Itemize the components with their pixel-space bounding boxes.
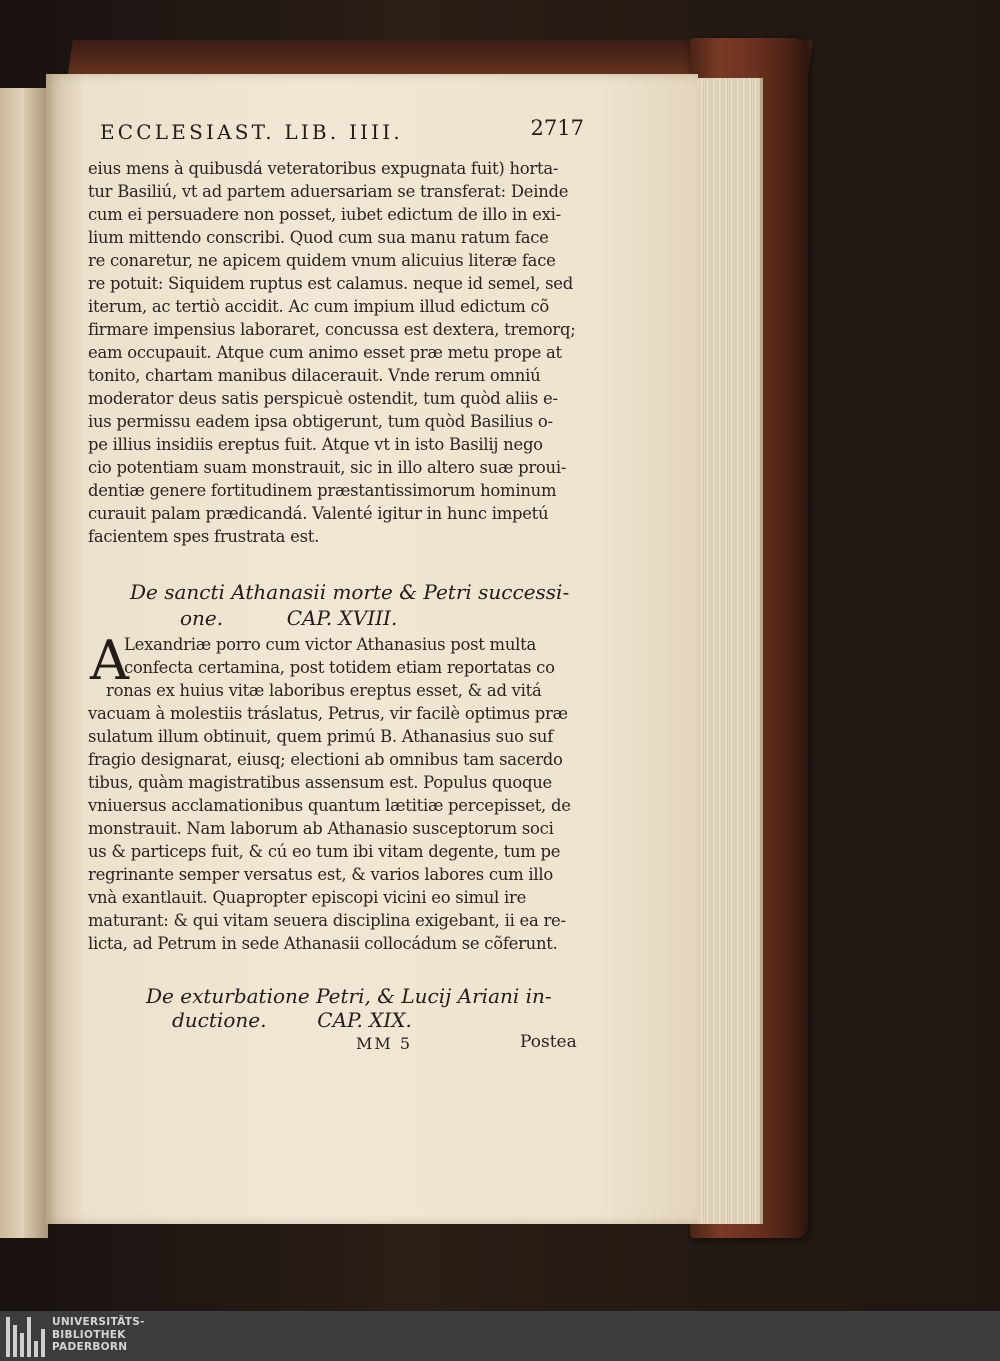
running-header bbox=[100, 116, 590, 144]
library-logo-text bbox=[52, 1316, 145, 1354]
text-line: re potuit: Siquidem ruptus est calamus. neque id semel, sed bbox=[88, 274, 573, 293]
text-line: eius mens à quibusdá veteratoribus expugnata fuit) horta- bbox=[88, 159, 559, 178]
chapter-heading-cont: one. CAP. XVIII. bbox=[180, 606, 398, 630]
running-title: ECCLESIAST. LIB. IIII. bbox=[100, 120, 403, 144]
text-line: vnà exantlauit. Quapropter episcopi vicini eo simul ire bbox=[88, 888, 527, 907]
chapter-heading: De sancti Athanasii morte & Petri successi- bbox=[130, 580, 570, 604]
library-footer bbox=[0, 1311, 1000, 1361]
page-number: 2717 bbox=[530, 116, 584, 140]
text-line: curauit palam prædicandá. Valenté igitur in hunc impetú bbox=[88, 504, 549, 523]
text-line: Lexandriæ porro cum victor Athanasius post multa bbox=[124, 635, 537, 654]
logo-line: UNIVERSITÄTS- bbox=[52, 1316, 145, 1328]
text-line: licta, ad Petrum in sede Athanasii collocádum se cõferunt. bbox=[88, 934, 558, 953]
text-line: cum ei persuadere non posset, iubet edictum de illo in exi- bbox=[88, 205, 561, 224]
text-line: tibus, quàm magistratibus assensum est. Populus quoque bbox=[88, 773, 552, 792]
signature-mark: MM 5 bbox=[356, 1034, 413, 1053]
catchword: Postea bbox=[520, 1032, 577, 1052]
text-line: iterum, ac tertiò accidit. Ac cum impium illud edictum cõ bbox=[88, 297, 550, 316]
text-line: ronas ex huius vitæ laboribus ereptus esset, & ad vitá bbox=[106, 681, 542, 700]
text-line: eam occupauit. Atque cum animo esset præ metu prope at bbox=[88, 343, 562, 362]
text-line: pe illius insidiis ereptus fuit. Atque vt in isto Basilij nego bbox=[88, 435, 543, 454]
text-line: cio potentiam suam monstrauit, sic in illo altero suæ proui- bbox=[88, 458, 567, 477]
logo-line: PADERBORN bbox=[52, 1341, 128, 1353]
text-line: fragio designarat, eiusq; electioni ab omnibus tam sacerdo bbox=[88, 750, 563, 769]
text-line: maturant: & qui vitam seuera disciplina exigebant, ii ea re- bbox=[88, 911, 566, 930]
text-line: moderator deus satis perspicuè ostendit, tum quòd aliis e- bbox=[88, 389, 558, 408]
text-line: facientem spes frustrata est. bbox=[88, 527, 320, 546]
text-line: regrinante semper versatus est, & varios labores cum illo bbox=[88, 865, 554, 884]
logo-line: BIBLIOTHEK bbox=[52, 1328, 126, 1341]
drop-cap: A bbox=[90, 629, 129, 692]
text-line: tonito, chartam manibus dilacerauit. Vnde rerum omniú bbox=[88, 366, 541, 385]
chapter-heading: De exturbatione Petri, & Lucij Ariani in- bbox=[146, 984, 552, 1008]
text-line: lium mittendo conscribi. Quod cum sua manu ratum face bbox=[88, 228, 549, 247]
text-line: us & particeps fuit, & cú eo tum ibi vitam degente, tum pe bbox=[88, 842, 561, 861]
library-logo-icon bbox=[6, 1317, 46, 1357]
text-line: tur Basiliú, vt ad partem aduersariam se transferat: Deinde bbox=[88, 182, 569, 201]
text-line: firmare impensius laboraret, concussa est dextera, tremorq; bbox=[88, 320, 576, 339]
page-edges bbox=[698, 78, 763, 1224]
left-gutter bbox=[24, 88, 48, 1238]
text-line: confecta certamina, post totidem etiam reportatas co bbox=[124, 658, 555, 677]
text-line: dentiæ genere fortitudinem præstantissimorum hominum bbox=[88, 481, 557, 500]
text-line: vniuersus acclamationibus quantum lætitiæ percepisset, de bbox=[88, 796, 571, 815]
text-line: re conaretur, ne apicem quidem vnum alicuius literæ face bbox=[88, 251, 556, 270]
text-line: monstrauit. Nam laborum ab Athanasio susceptorum soci bbox=[88, 819, 554, 838]
text-line: ius permissu eadem ipsa obtigerunt, tum quòd Basilius o- bbox=[88, 412, 553, 431]
chapter-heading-cont: ductione. CAP. XIX. bbox=[172, 1008, 412, 1032]
text-line: vacuam à molestiis tráslatus, Petrus, vir facilè optimus præ bbox=[88, 704, 568, 723]
text-line: sulatum illum obtinuit, quem primú B. Athanasius suo suf bbox=[88, 727, 554, 746]
